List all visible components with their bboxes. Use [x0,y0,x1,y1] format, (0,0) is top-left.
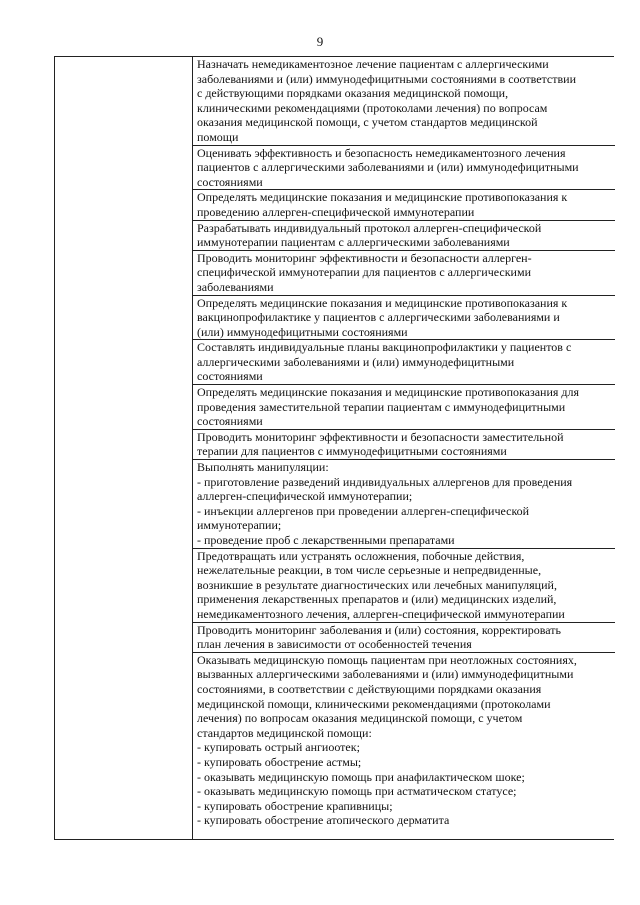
row-text-line: - купировать обострение крапивницы; [197,798,393,813]
table-row [193,57,615,146]
row-text-line: Определять медицинские показания и медицинские противопоказания для [197,385,580,400]
table-row [193,460,615,549]
row-text-line: Предотвращать или устранять осложнения, побочные действия, [197,548,525,563]
row-text-line: пациентов с аллергическими заболеваниями и (или) иммунодефицитными [197,160,579,175]
row-text-line: - купировать острый ангиоотек; [197,740,360,755]
row-text-line: проведению аллерген-специфической иммунотерапии [197,204,475,219]
row-text-line: лечения) по вопросам оказания медицинской помощи, с учетом [197,711,523,726]
row-text-line: - оказывать медицинскую помощь при анафилактическом шоке; [197,769,525,784]
row-text-line: клиническими рекомендациями (протоколами лечения) по вопросам [197,100,548,115]
row-text-line: Разрабатывать индивидуальный протокол аллерген-специфической [197,220,542,235]
table-row [193,296,615,341]
table-row [193,623,615,653]
table-row [193,653,615,828]
row-text-line: Оказывать медицинскую помощь пациентам при неотложных состояниях, [197,652,577,667]
row-text-line: иммунотерапии; [197,518,282,533]
row-text-line: состояниями, в соответствии с действующими порядками оказания [197,681,542,696]
table-row [193,430,615,460]
table-row [193,221,615,251]
row-text-line: - проведение проб с лекарственными препаратами [197,533,455,547]
row-text-line: - инъекции аллергенов при проведении аллерген-специфической [197,503,530,518]
row-text-line: - приготовление разведений индивидуальных аллергенов для проведения [197,474,573,489]
row-text-line: Выполнять манипуляции: [197,460,329,475]
row-text-line: - купировать обострение астмы; [197,754,362,769]
left-column-empty-cell [55,57,193,839]
row-text-line: Проводить мониторинг эффективности и безопасности аллерген- [197,250,532,265]
row-text-line: терапии для пациентов с иммунодефицитными состояниями [197,444,507,459]
row-text-line: (или) иммунодефицитными состояниями [197,324,408,339]
row-text-line: состояниями [197,174,263,189]
page-number: 9 [316,34,324,49]
row-text-line: заболеваниями и (или) иммунодефицитными состояниями в соответствии [197,71,577,86]
row-text-line: аллергическими заболеваниями и (или) иммунодефицитными [197,354,515,369]
row-text-line: применения лекарственных препаратов и (или) медицинских изделий, [197,592,557,607]
row-text-line: состояниями [197,414,263,429]
row-text-line: Составлять индивидуальные планы вакцинопрофилактики у пациентов с [197,340,572,355]
row-text-line: Определять медицинские показания и медицинские противопоказания к [197,190,568,205]
row-text-line: вакцинопрофилактике у пациентов с аллергическими заболеваниями и [197,310,560,325]
table-row [193,549,615,623]
row-text-line: Проводить мониторинг эффективности и безопасности заместительной [197,429,564,444]
row-text-line: - оказывать медицинскую помощь при астматическом статусе; [197,784,517,799]
row-text-line: вызванных аллергическими заболеваниями и (или) иммунодефицитными [197,667,574,682]
skills-table [54,56,614,840]
row-text-line: помощи [197,129,239,144]
row-text-line: Проводить мониторинг заболевания и (или) состояния, корректировать [197,622,562,637]
row-text-line: Определять медицинские показания и медицинские противопоказания к [197,295,568,310]
table-row [193,385,615,430]
row-text-line: стандартов медицинской помощи: [197,725,372,740]
table-row [193,146,615,191]
table-row [193,251,615,296]
row-text-line: нежелательные реакции, в том числе серьезные и непредвиденные, [197,563,542,578]
row-text-line: иммунотерапии пациентам с аллергическими заболеваниями [197,235,510,250]
row-text-line: состояниями [197,369,263,384]
row-text-line: возникшие в результате диагностических или лечебных манипуляций, [197,577,557,592]
row-text-line: медицинской помощи, клиническими рекомендациями (протоколами [197,696,551,711]
row-text-line: план лечения в зависимости от особенностей течения [197,637,472,652]
right-column [193,57,615,839]
row-text-line: аллерген-специфической иммунотерапии; [197,489,413,504]
row-text-line: немедикаментозного лечения, аллерген-специфической иммунотерапии [197,606,565,621]
row-text-line: оказания медицинской помощи, с учетом стандартов медицинской [197,115,538,130]
row-text-line: специфической иммунотерапии для пациентов с аллергическими [197,265,531,280]
row-text-line: заболеваниями [197,279,274,294]
row-text-line: проведения заместительной терапии пациентам с иммунодефицитными [197,399,566,414]
table-row [193,340,615,385]
table-row [193,190,615,220]
row-text-line: Оценивать эффективность и безопасность немедикаментозного лечения [197,145,566,160]
row-text-line: Назначать немедикаментозное лечение пациентам с аллергическими [197,57,549,71]
row-text-line: с действующими порядками оказания медицинской помощи, [197,86,509,101]
row-text-line: - купировать обострение атопического дерматита [197,813,450,828]
